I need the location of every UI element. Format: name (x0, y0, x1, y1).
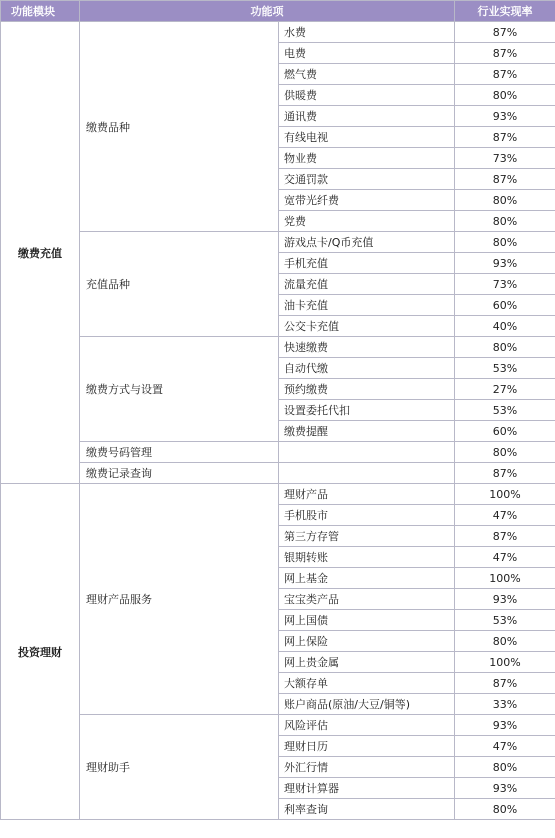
item-cell: 手机股市 (279, 505, 455, 526)
item-cell: 大额存单 (279, 673, 455, 694)
item-cell: 网上基金 (279, 568, 455, 589)
item-cell: 宽带光纤费 (279, 190, 455, 211)
item-cell: 油卡充值 (279, 295, 455, 316)
rate-cell: 93% (455, 589, 555, 610)
rate-cell: 87% (455, 64, 555, 85)
item-cell: 理财产品 (279, 484, 455, 505)
rate-cell: 100% (455, 568, 555, 589)
item-cell: 供暖费 (279, 85, 455, 106)
item-cell: 宝宝类产品 (279, 589, 455, 610)
rate-cell: 87% (455, 127, 555, 148)
rate-cell: 80% (455, 337, 555, 358)
rate-cell: 80% (455, 757, 555, 778)
item-cell: 公交卡充值 (279, 316, 455, 337)
rate-cell: 80% (455, 190, 555, 211)
rate-cell: 47% (455, 505, 555, 526)
rate-cell: 60% (455, 295, 555, 316)
rate-cell: 87% (455, 43, 555, 64)
item-cell: 流量充值 (279, 274, 455, 295)
table-header-row (1, 1, 555, 22)
rate-cell: 100% (455, 484, 555, 505)
item-cell: 党费 (279, 211, 455, 232)
rate-cell: 73% (455, 274, 555, 295)
rate-cell: 93% (455, 778, 555, 799)
item-cell: 有线电视 (279, 127, 455, 148)
module-cell: 缴费充值 (1, 22, 80, 484)
item-cell: 网上国债 (279, 610, 455, 631)
rate-cell: 93% (455, 715, 555, 736)
rate-cell: 87% (455, 169, 555, 190)
item-cell: 网上保险 (279, 631, 455, 652)
table-row (1, 442, 555, 463)
category-cell: 缴费方式与设置 (80, 337, 279, 442)
item-cell: 网上贵金属 (279, 652, 455, 673)
table-row (1, 484, 555, 505)
item-cell: 自动代缴 (279, 358, 455, 379)
rate-cell: 87% (455, 463, 555, 484)
rate-cell: 80% (455, 631, 555, 652)
category-cell: 缴费号码管理 (80, 442, 279, 463)
table-row (1, 337, 555, 358)
item-cell: 第三方存管 (279, 526, 455, 547)
item-cell: 设置委托代扣 (279, 400, 455, 421)
rate-cell: 80% (455, 232, 555, 253)
item-cell: 预约缴费 (279, 379, 455, 400)
rate-cell: 40% (455, 316, 555, 337)
rate-cell: 47% (455, 547, 555, 568)
rate-cell: 47% (455, 736, 555, 757)
rate-cell: 87% (455, 526, 555, 547)
item-cell: 理财计算器 (279, 778, 455, 799)
rate-cell: 53% (455, 610, 555, 631)
module-cell: 投资理财 (1, 484, 80, 820)
item-cell: 利率查询 (279, 799, 455, 820)
header-rate: 行业实现率 (455, 1, 555, 22)
header-item: 功能项 (80, 1, 455, 22)
item-cell: 缴费提醒 (279, 421, 455, 442)
item-cell: 银期转账 (279, 547, 455, 568)
table-body (1, 22, 555, 820)
rate-cell: 53% (455, 400, 555, 421)
rate-cell: 80% (455, 799, 555, 820)
rate-cell: 87% (455, 22, 555, 43)
rate-cell: 53% (455, 358, 555, 379)
rate-cell: 100% (455, 652, 555, 673)
category-cell: 理财助手 (80, 715, 279, 820)
item-cell: 外汇行情 (279, 757, 455, 778)
category-cell: 缴费品种 (80, 22, 279, 232)
category-cell: 理财产品服务 (80, 484, 279, 715)
item-cell: 手机充值 (279, 253, 455, 274)
item-cell: 通讯费 (279, 106, 455, 127)
rate-cell: 60% (455, 421, 555, 442)
table-row (1, 22, 555, 43)
item-cell: 理财日历 (279, 736, 455, 757)
rate-cell: 93% (455, 253, 555, 274)
item-cell: 电费 (279, 43, 455, 64)
item-cell: 水费 (279, 22, 455, 43)
item-cell: 账户商品(原油/大豆/铜等) (279, 694, 455, 715)
rate-cell: 80% (455, 442, 555, 463)
table-row (1, 715, 555, 736)
rate-cell: 93% (455, 106, 555, 127)
rate-cell: 33% (455, 694, 555, 715)
rate-cell: 87% (455, 673, 555, 694)
rate-cell: 27% (455, 379, 555, 400)
table-row (1, 232, 555, 253)
category-cell: 充值品种 (80, 232, 279, 337)
rate-cell: 73% (455, 148, 555, 169)
category-cell: 缴费记录查询 (80, 463, 279, 484)
item-cell (279, 463, 455, 484)
item-cell: 燃气费 (279, 64, 455, 85)
item-cell: 游戏点卡/Q币充值 (279, 232, 455, 253)
item-cell (279, 442, 455, 463)
item-cell: 物业费 (279, 148, 455, 169)
header-module: 功能模块 (1, 1, 80, 22)
rate-cell: 80% (455, 211, 555, 232)
item-cell: 快速缴费 (279, 337, 455, 358)
item-cell: 风险评估 (279, 715, 455, 736)
item-cell: 交通罚款 (279, 169, 455, 190)
rate-cell: 80% (455, 85, 555, 106)
table-row (1, 463, 555, 484)
